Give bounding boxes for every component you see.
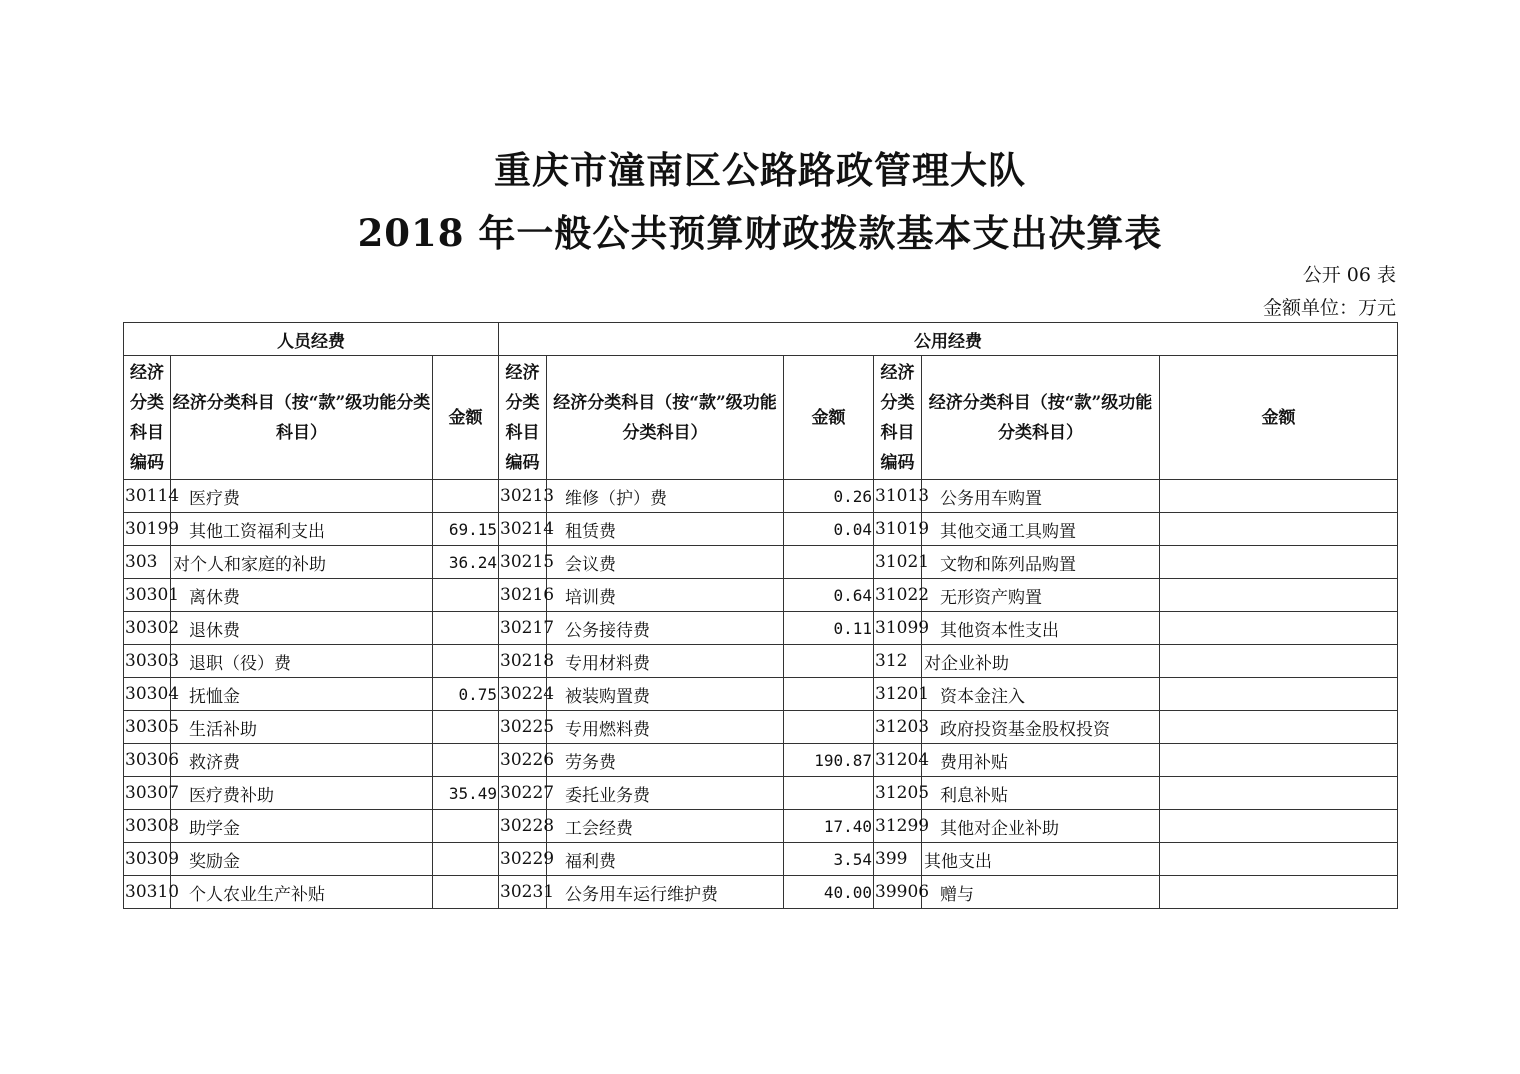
code-cell: 39906 — [874, 876, 922, 909]
code-cell: 30308 — [124, 810, 171, 843]
table-row — [124, 513, 1398, 546]
table-row — [124, 579, 1398, 612]
amount-cell — [1160, 546, 1398, 579]
name-cell: 工会经费 — [547, 810, 784, 843]
amount-cell: 17.40 — [784, 810, 874, 843]
code-cell: 30229 — [499, 843, 547, 876]
amount-cell — [784, 645, 874, 678]
amount-cell: 40.00 — [784, 876, 874, 909]
table-row — [124, 711, 1398, 744]
code-cell: 30227 — [499, 777, 547, 810]
name-cell: 资本金注入 — [922, 678, 1160, 711]
amount-cell: 0.11 — [784, 612, 874, 645]
name-cell: 其他资本性支出 — [922, 612, 1160, 645]
name-cell: 奖励金 — [171, 843, 433, 876]
amount-cell — [433, 810, 499, 843]
name-cell: 租赁费 — [547, 513, 784, 546]
header-name-3: 经济分类科目（按“款”级功能分类科目） — [922, 356, 1160, 480]
header-amount-2: 金额 — [784, 356, 874, 480]
name-cell: 个人农业生产补贴 — [171, 876, 433, 909]
amount-cell — [784, 777, 874, 810]
amount-cell — [1160, 777, 1398, 810]
amount-cell: 69.15 — [433, 513, 499, 546]
code-cell: 30114 — [124, 480, 171, 513]
name-cell: 培训费 — [547, 579, 784, 612]
code-cell: 30307 — [124, 777, 171, 810]
code-cell: 31205 — [874, 777, 922, 810]
amount-cell — [433, 480, 499, 513]
code-cell: 30306 — [124, 744, 171, 777]
table-row — [124, 744, 1398, 777]
header-amount-3: 金额 — [1160, 356, 1398, 480]
table-row — [124, 876, 1398, 909]
section-personnel: 人员经费 — [124, 323, 499, 356]
code-cell: 30199 — [124, 513, 171, 546]
amount-cell — [784, 546, 874, 579]
amount-cell — [433, 843, 499, 876]
name-cell: 抚恤金 — [171, 678, 433, 711]
amount-cell — [784, 711, 874, 744]
name-cell: 利息补贴 — [922, 777, 1160, 810]
header-amount-1: 金额 — [433, 356, 499, 480]
name-cell: 对企业补助 — [922, 645, 1160, 678]
name-cell: 公务接待费 — [547, 612, 784, 645]
name-cell: 福利费 — [547, 843, 784, 876]
amount-cell — [1160, 876, 1398, 909]
code-cell: 31204 — [874, 744, 922, 777]
amount-cell — [1160, 513, 1398, 546]
code-cell: 30225 — [499, 711, 547, 744]
name-cell: 无形资产购置 — [922, 579, 1160, 612]
code-cell: 30231 — [499, 876, 547, 909]
code-cell: 31299 — [874, 810, 922, 843]
code-cell: 30302 — [124, 612, 171, 645]
code-cell: 30226 — [499, 744, 547, 777]
amount-cell: 35.49 — [433, 777, 499, 810]
code-cell: 31019 — [874, 513, 922, 546]
code-cell: 312 — [874, 645, 922, 678]
table-row — [124, 546, 1398, 579]
code-cell: 30218 — [499, 645, 547, 678]
table-row — [124, 777, 1398, 810]
amount-cell — [433, 711, 499, 744]
code-cell: 303 — [124, 546, 171, 579]
code-cell: 31022 — [874, 579, 922, 612]
name-cell: 医疗费 — [171, 480, 433, 513]
amount-cell — [1160, 711, 1398, 744]
amount-cell — [433, 744, 499, 777]
table-row — [124, 645, 1398, 678]
code-cell: 30305 — [124, 711, 171, 744]
name-cell: 助学金 — [171, 810, 433, 843]
amount-unit: 金额单位：万元 — [1262, 297, 1396, 319]
amount-cell: 0.64 — [784, 579, 874, 612]
code-cell: 30224 — [499, 678, 547, 711]
column-header-row — [124, 356, 1398, 480]
amount-cell — [433, 876, 499, 909]
name-cell: 其他工资福利支出 — [171, 513, 433, 546]
code-cell: 30228 — [499, 810, 547, 843]
header-name-2: 经济分类科目（按“款”级功能分类科目） — [547, 356, 784, 480]
amount-cell — [784, 678, 874, 711]
name-cell: 其他对企业补助 — [922, 810, 1160, 843]
name-cell: 被装购置费 — [547, 678, 784, 711]
name-cell: 退休费 — [171, 612, 433, 645]
code-cell: 30213 — [499, 480, 547, 513]
name-cell: 公务用车运行维护费 — [547, 876, 784, 909]
amount-cell — [1160, 480, 1398, 513]
section-public: 公用经费 — [499, 323, 1398, 356]
document-title-line-2: 2018 年一般公共预算财政拨款基本支出决算表 — [357, 211, 1163, 255]
name-cell: 费用补贴 — [922, 744, 1160, 777]
code-cell: 31013 — [874, 480, 922, 513]
code-cell: 31021 — [874, 546, 922, 579]
name-cell: 文物和陈列品购置 — [922, 546, 1160, 579]
name-cell: 维修（护）费 — [547, 480, 784, 513]
name-cell: 退职（役）费 — [171, 645, 433, 678]
amount-cell: 190.87 — [784, 744, 874, 777]
section-header-row — [124, 323, 1398, 356]
amount-cell: 0.26 — [784, 480, 874, 513]
code-cell: 30310 — [124, 876, 171, 909]
amount-cell — [433, 612, 499, 645]
code-cell: 30214 — [499, 513, 547, 546]
name-cell: 对个人和家庭的补助 — [171, 546, 433, 579]
name-cell: 公务用车购置 — [922, 480, 1160, 513]
header-code-1: 经济分类科目编码 — [124, 356, 171, 480]
name-cell: 政府投资基金股权投资 — [922, 711, 1160, 744]
name-cell: 离休费 — [171, 579, 433, 612]
code-cell: 31203 — [874, 711, 922, 744]
amount-cell: 0.04 — [784, 513, 874, 546]
code-cell: 31099 — [874, 612, 922, 645]
code-cell: 399 — [874, 843, 922, 876]
code-cell: 30303 — [124, 645, 171, 678]
code-cell: 30217 — [499, 612, 547, 645]
amount-cell — [433, 645, 499, 678]
header-code-3: 经济分类科目编码 — [874, 356, 922, 480]
name-cell: 劳务费 — [547, 744, 784, 777]
code-cell: 31201 — [874, 678, 922, 711]
header-name-1: 经济分类科目（按“款”级功能分类科目） — [171, 356, 433, 480]
expenditure-table — [123, 322, 1398, 909]
code-cell: 30304 — [124, 678, 171, 711]
amount-cell — [1160, 579, 1398, 612]
amount-cell — [1160, 843, 1398, 876]
amount-cell: 36.24 — [433, 546, 499, 579]
amount-cell — [1160, 678, 1398, 711]
name-cell: 救济费 — [171, 744, 433, 777]
code-cell: 30301 — [124, 579, 171, 612]
table-row — [124, 843, 1398, 876]
amount-cell — [1160, 612, 1398, 645]
name-cell: 赠与 — [922, 876, 1160, 909]
amount-cell — [433, 579, 499, 612]
header-code-2: 经济分类科目编码 — [499, 356, 547, 480]
name-cell: 委托业务费 — [547, 777, 784, 810]
name-cell: 生活补助 — [171, 711, 433, 744]
name-cell: 其他支出 — [922, 843, 1160, 876]
table-id: 公开 06 表 — [1302, 264, 1396, 286]
name-cell: 其他交通工具购置 — [922, 513, 1160, 546]
name-cell: 专用材料费 — [547, 645, 784, 678]
name-cell: 会议费 — [547, 546, 784, 579]
amount-cell — [1160, 744, 1398, 777]
table-row — [124, 612, 1398, 645]
document-title-line-1: 重庆市潼南区公路路政管理大队 — [494, 148, 1026, 192]
amount-cell — [1160, 810, 1398, 843]
code-cell: 30216 — [499, 579, 547, 612]
table-row — [124, 678, 1398, 711]
code-cell: 30215 — [499, 546, 547, 579]
table-row — [124, 810, 1398, 843]
name-cell: 专用燃料费 — [547, 711, 784, 744]
amount-cell: 0.75 — [433, 678, 499, 711]
code-cell: 30309 — [124, 843, 171, 876]
name-cell: 医疗费补助 — [171, 777, 433, 810]
amount-cell — [1160, 645, 1398, 678]
table-row — [124, 480, 1398, 513]
amount-cell: 3.54 — [784, 843, 874, 876]
